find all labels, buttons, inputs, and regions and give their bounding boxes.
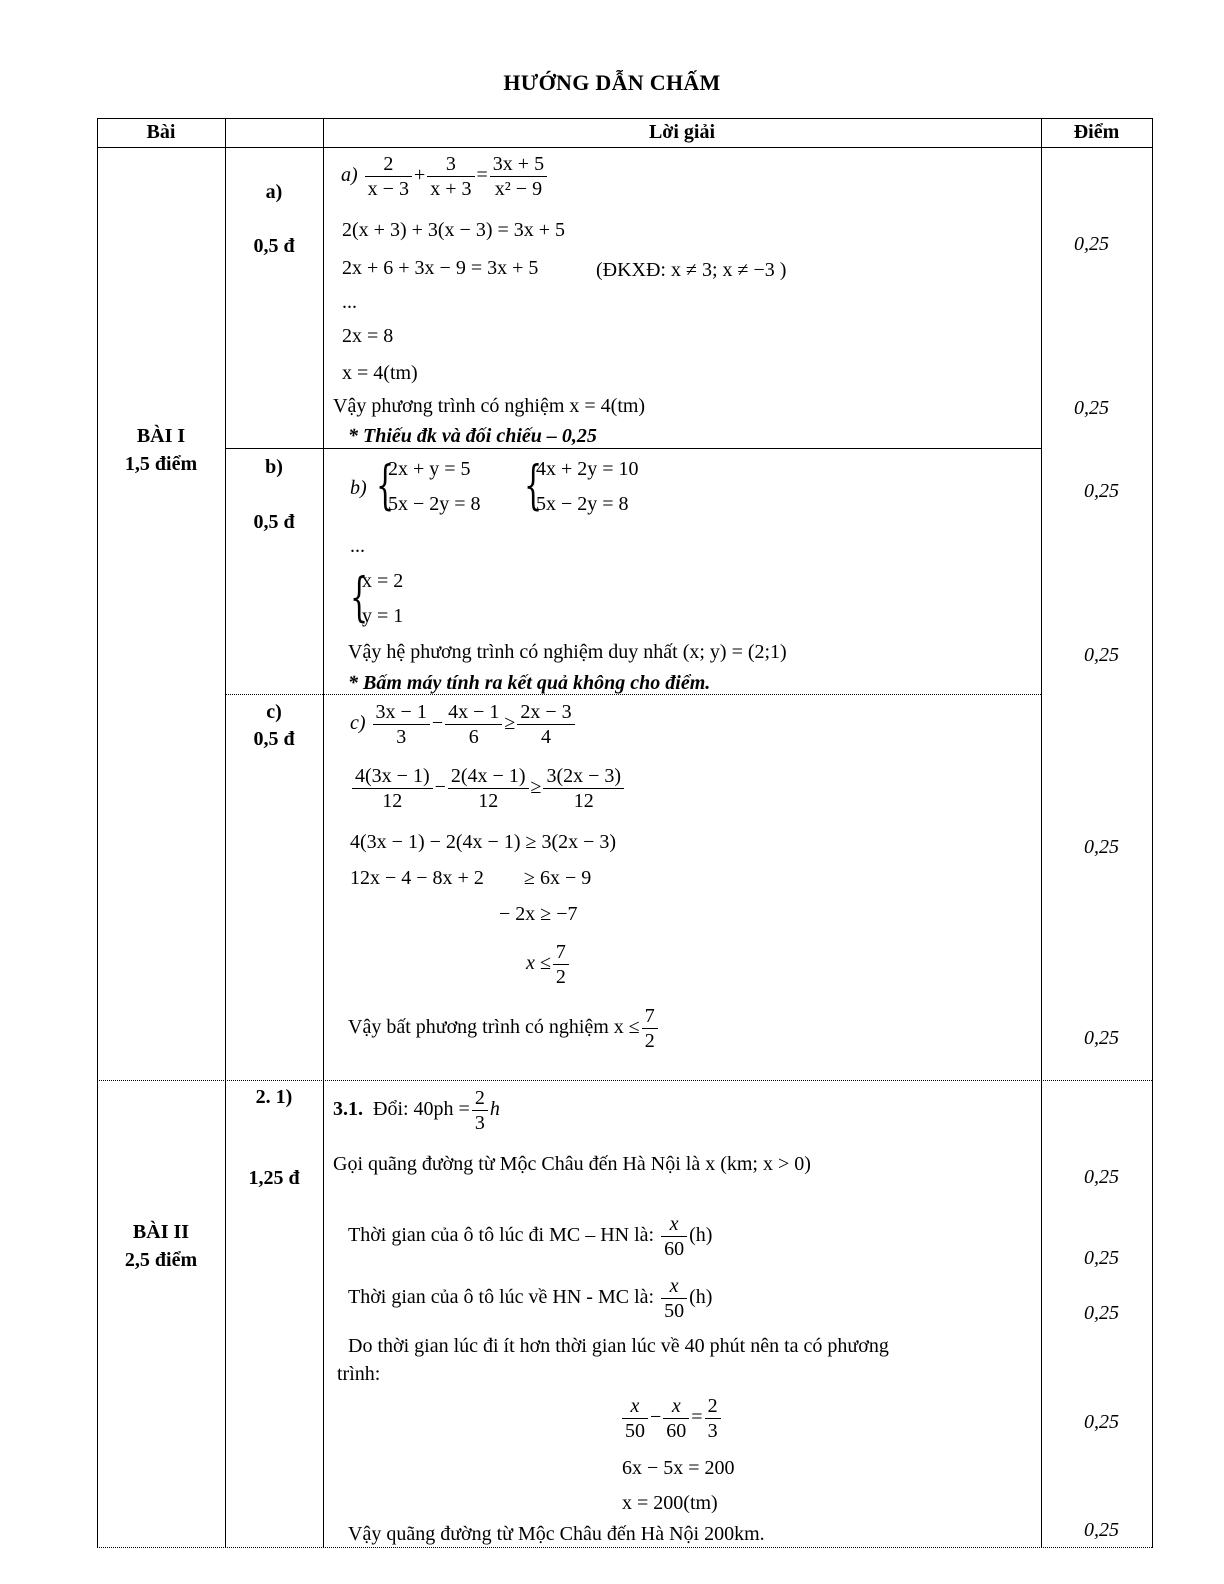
fraction-numerator: x (661, 1274, 687, 1299)
fraction-numerator: 4(3x − 1) (352, 764, 433, 789)
part-2-1-score-2: 0,25 (1084, 1247, 1119, 1269)
fraction-numerator: 7 (553, 940, 569, 965)
part-2-1-score-5: 0,25 (1084, 1519, 1119, 1541)
fraction (365, 152, 412, 201)
fraction-denominator: 12 (478, 790, 499, 812)
part-2-1-line5a: Do thời gian lúc đi ít hơn thời gian lúc về 40 phút nên ta có phương (348, 1335, 889, 1357)
part-a-line5: 2x = 8 (342, 325, 394, 347)
part-c-line3: 4(3x − 1) − 2(4x − 1) ≥ 3(2x − 3) (350, 831, 617, 853)
part-a-prefix: a) (341, 164, 358, 187)
fraction-denominator: x + 3 (430, 178, 472, 200)
fraction (543, 764, 624, 813)
left-brace: { (376, 456, 395, 516)
part-2-1-line3 (348, 1212, 712, 1261)
part-a-conclusion: Vậy phương trình có nghiệm x = 4(tm) (333, 395, 646, 417)
part-a-score-2: 0,25 (1074, 397, 1109, 419)
fraction-denominator: x − 3 (367, 178, 409, 200)
part-2-1-eq2: 6x − 5x = 200 (622, 1457, 735, 1479)
part-a-equation: a) $\frac{2}{x - 3}$ + $\frac{3}{x + 3}$ = $\frac{3x + 5}{\text{x² − 9}}$ (341, 152, 549, 201)
part-2-1-score-4: 0,25 (1084, 1411, 1119, 1433)
fraction-numerator: 3 (427, 152, 474, 177)
fraction (445, 700, 502, 749)
fraction-denominator: 50 (625, 1420, 645, 1442)
col-sub-border (323, 118, 324, 1548)
part-2-1-score-3: 0,25 (1084, 1302, 1119, 1324)
table-top-border (97, 118, 1152, 119)
fraction (661, 1274, 687, 1323)
part-2-1-equation: $\frac{x}{50}$ − $\frac{x}{60}$ = $\frac{2}{3}$ (620, 1394, 723, 1443)
part-2-1-label: 2. 1) (255, 1086, 293, 1108)
fraction (448, 764, 529, 813)
part-2-1-score-1: 0,25 (1084, 1166, 1119, 1188)
col-diem-border (1041, 118, 1042, 1548)
fraction (663, 1394, 689, 1443)
fraction-denominator: 3 (707, 1420, 718, 1442)
part-a-line2: 2(x + 3) + 3(x − 3) = 3x + 5 (342, 219, 566, 241)
part-b-conclusion: Vậy hệ phương trình có nghiệm duy nhất (x; y) = (2;1) (348, 641, 787, 663)
bai1-name: BÀI I (136, 425, 186, 447)
part-c-conclusion-text: Vậy bất phương trình có nghiệm x ≤ (348, 1016, 640, 1039)
part-c-line6-x: x ≤ (526, 952, 551, 975)
fraction-denominator: 2 (555, 966, 566, 988)
part-2-1-number: 3.1. (333, 1098, 363, 1121)
part-2-1-conclusion: Vậy quãng đường từ Mộc Châu đến Hà Nội 200km. (348, 1523, 765, 1545)
fraction-denominator: 3 (396, 726, 407, 748)
part-2-1-line4-unit: (h) (689, 1286, 713, 1309)
part-a-points: 0,5 đ (253, 235, 295, 257)
fraction (517, 700, 574, 749)
fraction (705, 1394, 721, 1443)
fraction (661, 1212, 687, 1261)
fraction (622, 1394, 648, 1443)
row-a-bottom-border (225, 448, 1041, 449)
fraction (373, 700, 430, 749)
part-c-score-1: 0,25 (1084, 836, 1119, 858)
fraction (490, 152, 547, 201)
fraction-numerator: 2x − 3 (517, 700, 574, 725)
fraction-denominator: 4 (541, 726, 552, 748)
header-bottom-border (97, 147, 1152, 148)
fraction-denominator: x² − 9 (494, 178, 543, 200)
part-2-1-eq3: x = 200(tm) (622, 1492, 718, 1514)
part-b-points: 0,5 đ (253, 511, 295, 533)
fraction-denominator: 12 (382, 790, 403, 812)
fraction-numerator: 4x − 1 (445, 700, 502, 725)
col-right-border (1152, 118, 1153, 1548)
col-bai-border (225, 118, 226, 1548)
left-brace: { (524, 456, 543, 516)
fraction-numerator: 2 (705, 1394, 721, 1419)
fraction-numerator: x (622, 1394, 648, 1419)
part-c-line1: c) $\frac{3x - 1}{3}$ − $\frac{4x - 1}{6}$ ≥ $\frac{2x - 3}{4}$ (350, 700, 577, 749)
part-c-line6 (526, 940, 571, 989)
part-c-line5: − 2x ≥ −7 (499, 903, 578, 925)
fraction-numerator: 3x + 5 (490, 152, 547, 177)
part-c-score-2: 0,25 (1084, 1027, 1119, 1049)
part-b-score-2: 0,25 (1084, 644, 1119, 666)
fraction-numerator: x (661, 1212, 687, 1237)
fraction-numerator: 3x − 1 (373, 700, 430, 725)
fraction-numerator: 2 (472, 1086, 488, 1111)
part-b-note: * Bấm máy tính ra kết quả không cho điểm. (348, 672, 711, 694)
part-a-label: a) (265, 181, 283, 203)
part-c-line4-right: ≥ 6x − 9 (524, 867, 592, 889)
col-left-border (97, 118, 98, 1548)
part-b-sys1-line2: 5x − 2y = 8 (388, 493, 481, 515)
fraction-denominator: 60 (666, 1420, 687, 1442)
part-b-prefix: b) (350, 477, 367, 499)
part-a-line6: x = 4(tm) (342, 362, 418, 384)
part-c-conclusion (348, 1004, 660, 1053)
part-b-dots: ... (350, 535, 365, 557)
fraction-denominator: 12 (573, 790, 594, 812)
fraction-numerator: 3(2x − 3) (543, 764, 624, 789)
part-b-label: b) (265, 456, 283, 478)
part-b-sys1-line1: 2x + y = 5 (388, 458, 471, 480)
bai1-bottom-border (97, 1080, 1152, 1081)
part-a-note: * Thiếu đk và đối chiếu – 0,25 (348, 425, 597, 447)
bai2-name: BÀI II (132, 1221, 190, 1243)
fraction-numerator: 2(4x − 1) (448, 764, 529, 789)
bai1-points: 1,5 điểm (124, 453, 198, 475)
part-b-result-x: x = 2 (362, 570, 404, 592)
fraction (427, 152, 474, 201)
part-2-1-line5b: trình: (337, 1363, 381, 1385)
part-a-condition: (ĐKXĐ: x ≠ 3; x ≠ −3 ) (596, 259, 787, 281)
fraction (472, 1086, 488, 1135)
part-a-score-1: 0,25 (1074, 233, 1109, 255)
part-b-sys2-line2: 5x − 2y = 8 (536, 493, 629, 515)
part-2-1-line2: Gọi quãng đường từ Mộc Châu đến Hà Nội là x (km; x > 0) (333, 1153, 811, 1175)
fraction-numerator: 7 (642, 1004, 658, 1029)
part-c-line4-left: 12x − 4 − 8x + 2 (350, 867, 484, 889)
page-title: HƯỚNG DẪN CHẤM (503, 70, 721, 95)
part-a-line3: 2x + 6 + 3x − 9 = 3x + 5 (342, 257, 539, 279)
fraction-denominator: 2 (644, 1030, 655, 1052)
part-c-prefix: c) (350, 712, 366, 735)
fraction-denominator: 3 (474, 1112, 485, 1134)
part-a-dots: ... (342, 291, 357, 313)
bai2-points: 2,5 điểm (124, 1249, 198, 1271)
fraction (553, 940, 569, 989)
part-c-label: c) (266, 701, 282, 723)
part-b-sys2-line1: 4x + 2y = 10 (536, 458, 639, 480)
part-2-1-points: 1,25 đ (248, 1167, 300, 1189)
header-loi-giai: Lời giải (648, 121, 716, 143)
part-2-1-line3-unit: (h) (689, 1224, 713, 1247)
left-brace: { (350, 568, 369, 628)
fraction-numerator: 2 (365, 152, 412, 177)
fraction-denominator: 50 (664, 1300, 685, 1322)
part-2-1-line3-text: Thời gian của ô tô lúc đi MC – HN là: (348, 1224, 655, 1247)
fraction-numerator: x (663, 1394, 689, 1419)
part-c-points: 0,5 đ (253, 728, 295, 750)
part-2-1-unit: h (489, 1098, 500, 1121)
header-diem: Điểm (1073, 121, 1120, 143)
part-c-line2: $\frac{4(3x - 1)}{12}$ − $\frac{2(4x - 1)}{12}$ ≥ $\frac{3(2x - 3)}{12}$ (350, 764, 626, 813)
part-b-score-1: 0,25 (1084, 480, 1119, 502)
header-bai: Bài (146, 121, 176, 143)
fraction-denominator: 6 (468, 726, 479, 748)
part-2-1-line4 (348, 1274, 712, 1323)
page-bottom-border (97, 1547, 1152, 1548)
part-2-1-convert: Đổi: 40ph = (373, 1098, 470, 1121)
part-b-result-y: y = 1 (362, 605, 404, 627)
fraction (352, 764, 433, 813)
part-2-1-line1 (333, 1086, 500, 1135)
fraction (642, 1004, 658, 1053)
part-2-1-line4-text: Thời gian của ô tô lúc về HN - MC là: (348, 1286, 655, 1309)
fraction-denominator: 60 (664, 1238, 685, 1260)
